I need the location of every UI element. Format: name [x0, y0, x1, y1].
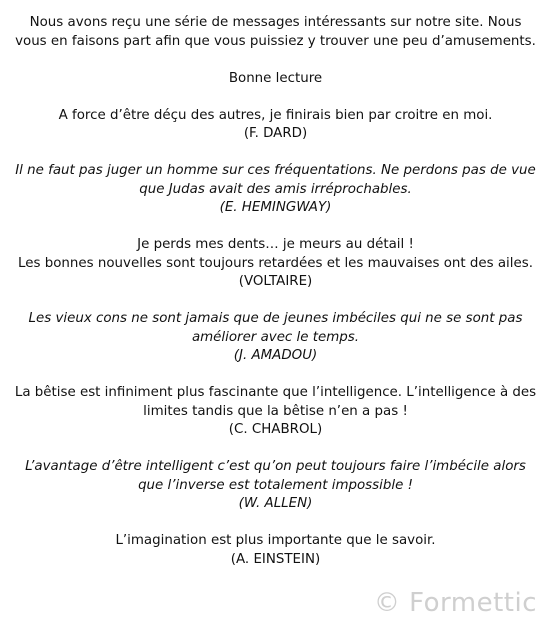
quote-einstein — [14, 532, 537, 569]
intro-text: Nous avons reçu une série de messages intéressants sur notre site. Nous vous en faisons part afin que vous puissiez y trouver une peu d’amusements. — [15, 15, 536, 49]
quote-hemingway — [14, 162, 537, 218]
intro-paragraph — [14, 14, 537, 51]
quote-author: (W. ALLEN) — [238, 496, 313, 511]
quote-author: (J. AMADOU) — [233, 348, 318, 363]
greeting-block — [14, 70, 537, 89]
quote-author: (C. CHABROL) — [228, 422, 323, 437]
greeting-text: Bonne lecture — [228, 70, 323, 86]
quote-text: L’avantage d’être intelligent c’est qu’on peut toujours faire l’imbécile alors que l’inverse est totalement impossible ! — [25, 459, 526, 493]
quote-author: (A. EINSTEIN) — [230, 551, 321, 567]
quote-text-line2: Les bonnes nouvelles sont toujours retardées et les mauvaises ont des ailes. — [18, 255, 533, 271]
quote-dard — [14, 107, 537, 144]
quote-text: Les vieux cons ne sont jamais que de jeunes imbéciles qui ne se sont pas améliorer avec le temps. — [28, 311, 523, 345]
copyright-watermark: © Formettic — [373, 588, 537, 618]
quote-text: A force d’être déçu des autres, je finirais bien par croitre en moi. — [58, 107, 493, 123]
quote-author: (F. DARD) — [243, 126, 308, 141]
quotes-document — [14, 14, 537, 588]
quote-text-line1: Je perds mes dents… je meurs au détail ! — [137, 237, 414, 252]
quote-author: (VOLTAIRE) — [238, 274, 313, 289]
quote-chabrol — [14, 384, 537, 440]
quote-amadou — [14, 310, 537, 366]
quote-text: La bêtise est infiniment plus fascinante que l’intelligence. L’intelligence à des limites tandis que la bêtise n’en a pas ! — [14, 385, 537, 419]
quote-text: L’imagination est plus importante que le savoir. — [115, 533, 436, 548]
quote-author: (E. HEMINGWAY) — [219, 200, 332, 215]
quote-voltaire — [14, 236, 537, 292]
quote-allen — [14, 458, 537, 514]
quote-text: Il ne faut pas juger un homme sur ces fréquentations. Ne perdons pas de vue que Judas avait des amis irréprochables. — [15, 163, 536, 197]
